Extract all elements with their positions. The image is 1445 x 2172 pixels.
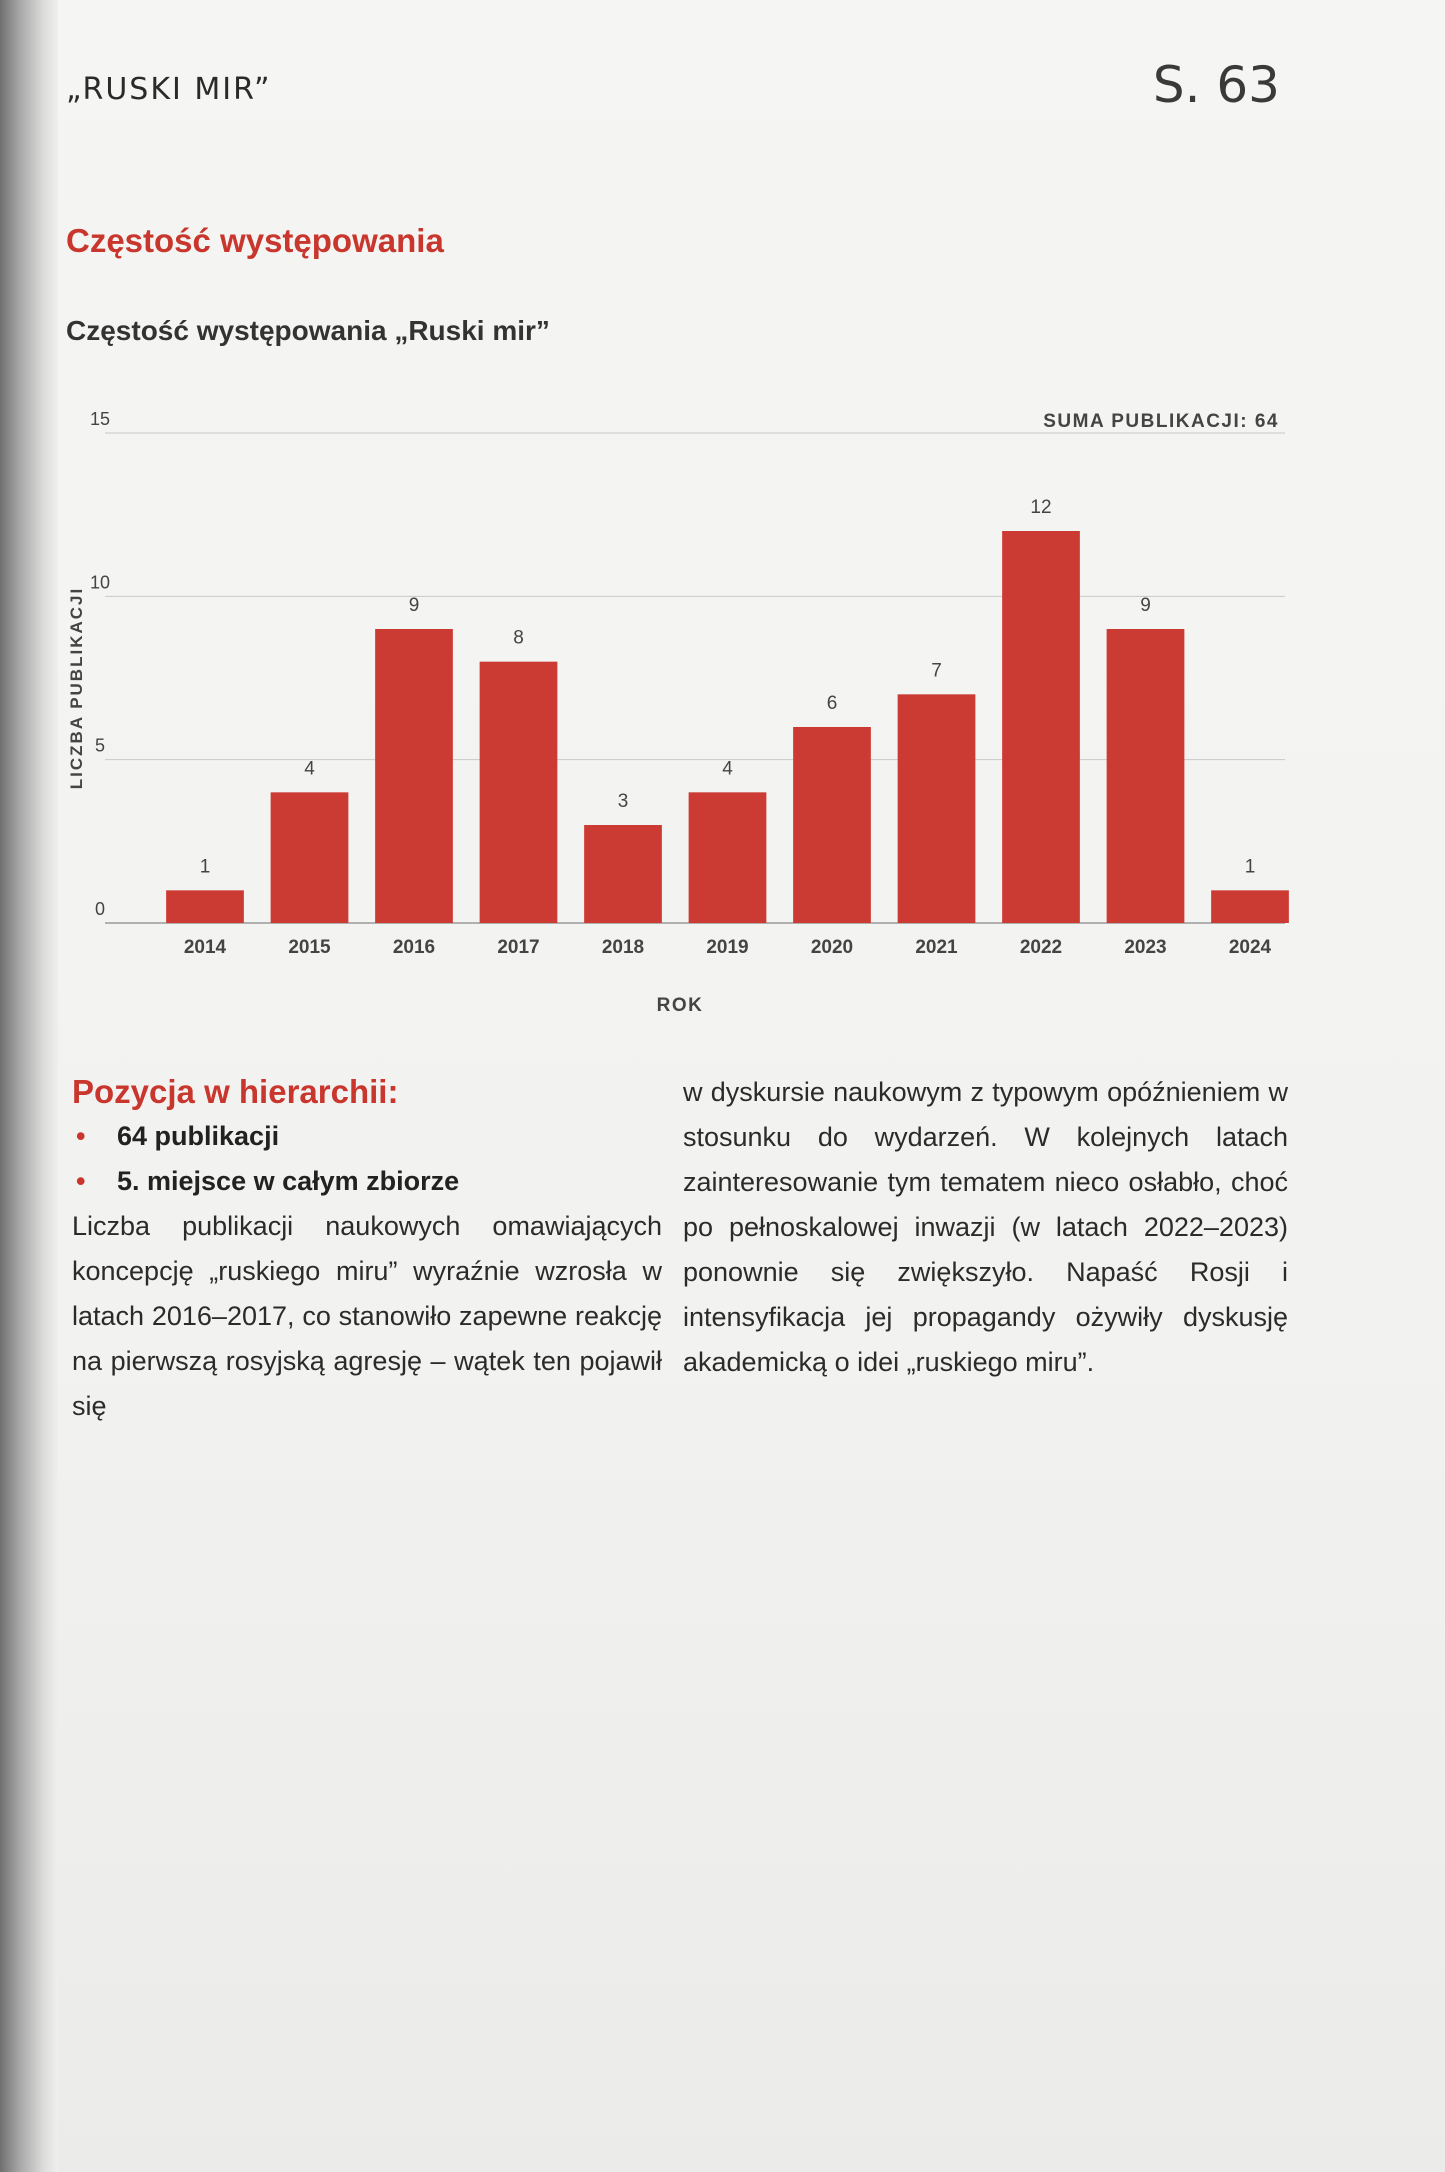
bar-2018 bbox=[584, 825, 662, 923]
x-tick-label: 2022 bbox=[1019, 937, 1063, 958]
bar-2023 bbox=[1107, 629, 1185, 923]
x-tick-label: 2017 bbox=[497, 937, 540, 958]
bar-2024 bbox=[1211, 890, 1289, 923]
data-label: 6 bbox=[826, 693, 838, 714]
y-tick-label: 0 bbox=[94, 899, 106, 919]
data-label: 4 bbox=[722, 758, 733, 780]
y-tick-label: 15 bbox=[89, 409, 111, 429]
data-label: 9 bbox=[408, 595, 420, 616]
x-axis-label: ROK bbox=[656, 995, 704, 1016]
data-label: 1 bbox=[1244, 856, 1256, 878]
hierarchy-bullet-text: 5. miejsce w całym zbiorze bbox=[117, 1166, 460, 1196]
sum-annotation: SUMA PUBLIKACJI: 64 bbox=[1043, 411, 1279, 432]
chart-title: Częstość występowania „Ruski mir” bbox=[66, 315, 550, 346]
bullet-icon: • bbox=[76, 1166, 86, 1196]
bar-2021 bbox=[898, 694, 976, 923]
x-tick-label: 2020 bbox=[810, 937, 854, 958]
bar-2016 bbox=[375, 629, 453, 923]
data-label: 4 bbox=[304, 758, 315, 780]
x-tick-label: 2021 bbox=[915, 937, 958, 958]
text-column-right bbox=[683, 1070, 1288, 1385]
bar-chart bbox=[60, 405, 1300, 1025]
y-axis-label: LICZBA PUBLIKACJI bbox=[67, 586, 86, 790]
bar-2014 bbox=[166, 890, 244, 923]
data-label: 8 bbox=[513, 627, 524, 649]
book-spine-shadow bbox=[0, 0, 58, 2172]
body-paragraph-part-2: w dyskursie naukowym z typowym opóźnieniem w stosunku do wydarzeń. W kolejnych latach zainteresowanie tym tematem nieco osłabło, choć po pełnoskalowej inwazji (w latach 2022–2023) ponownie się zwiększyło. Napaść Rosji i intensyfikacja jej propagandy ożywiły dyskusję akademicką o idei „ruskiego miru”. bbox=[683, 1077, 1288, 1377]
bar-2019 bbox=[689, 792, 767, 923]
text-column-left bbox=[72, 1070, 662, 1429]
bar-2015 bbox=[271, 792, 349, 923]
body-paragraph-part-1: Liczba publikacji naukowych omawiających koncepcję „ruskiego miru” wyraźnie wzrosła w latach 2016–2017, co stanowiło zapewne reakcję na pierwszą rosyjską agresję – wątek ten pojawił się bbox=[72, 1211, 662, 1421]
data-label: 1 bbox=[199, 856, 211, 878]
hierarchy-list bbox=[72, 1114, 662, 1204]
running-title: „RUSKI MIR” bbox=[66, 72, 272, 107]
x-tick-label: 2014 bbox=[183, 937, 227, 958]
data-label: 12 bbox=[1030, 497, 1052, 518]
y-tick-label: 5 bbox=[94, 735, 106, 756]
data-label: 7 bbox=[931, 660, 942, 682]
y-tick-label: 10 bbox=[89, 572, 111, 593]
hierarchy-bullet-text: 64 publikacji bbox=[117, 1121, 280, 1151]
bar-2017 bbox=[480, 662, 558, 923]
x-tick-label: 2018 bbox=[601, 937, 645, 958]
x-tick-label: 2016 bbox=[392, 937, 436, 958]
hierarchy-bullet bbox=[72, 1114, 662, 1159]
bar-2020 bbox=[793, 727, 871, 923]
section-title: Częstość występowania bbox=[66, 222, 444, 259]
page-number: S. 63 bbox=[1152, 56, 1280, 114]
x-tick-label: 2024 bbox=[1228, 937, 1272, 958]
x-tick-label: 2015 bbox=[288, 937, 331, 958]
bullet-icon: • bbox=[76, 1121, 86, 1151]
x-tick-label: 2019 bbox=[706, 937, 749, 958]
bar-2022 bbox=[1002, 531, 1080, 923]
data-label: 9 bbox=[1140, 595, 1151, 616]
x-tick-label: 2023 bbox=[1124, 937, 1167, 958]
hierarchy-bullet bbox=[72, 1159, 662, 1204]
data-label: 3 bbox=[617, 791, 629, 812]
hierarchy-heading: Pozycja w hierarchii: bbox=[72, 1073, 399, 1110]
